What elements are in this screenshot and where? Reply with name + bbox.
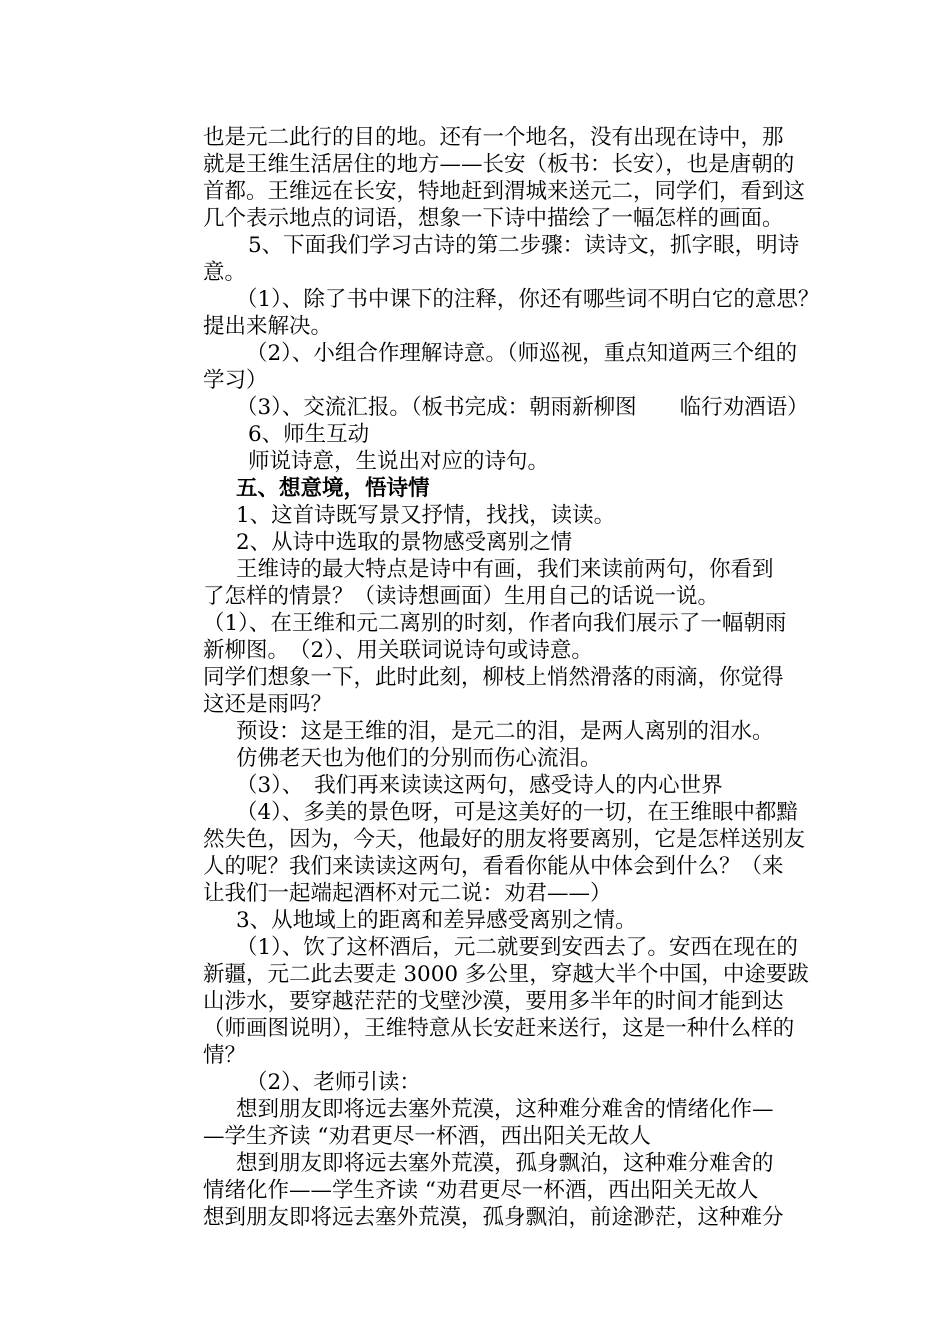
text-line: （师画图说明），王维特意从长安赶来送行，这是一种什么样的	[203, 1016, 795, 1041]
text-line: 首都。王维远在长安，特地赶到渭城来送元二，同学们，看到这	[203, 179, 806, 204]
text-line: （3）、交流汇报。（板书完成：朝雨新柳图 临行劝酒语）	[236, 395, 809, 420]
text-line: （1）、在王维和元二离别的时刻，作者向我们展示了一幅朝雨	[203, 611, 787, 636]
text-line: 5、下面我们学习古诗的第二步骤：读诗文，抓字眼，明诗	[248, 233, 800, 258]
text-line: 想到朋友即将远去塞外荒漠，孤身飘泊，前途渺茫，这种难分	[203, 1205, 784, 1230]
text-line: （1）、除了书中课下的注释，你还有哪些词不明白它的意思？	[236, 287, 820, 312]
text-line: 情？	[203, 1043, 247, 1068]
text-line: 3、从地域上的距离和差异感受离别之情。	[236, 908, 637, 933]
text-line: （2）、小组合作理解诗意。（师巡视，重点知道两三个组的	[246, 341, 798, 366]
text-line: （1）、饮了这杯酒后，元二就要到安西去了。安西在现在的	[236, 935, 798, 960]
text-line: 人的呢？我们来读读这两句，看看你能从中体会到什么？（来	[203, 854, 784, 879]
text-line: 提出来解决。	[203, 314, 333, 339]
text-line: 山涉水，要穿越茫茫的戈壁沙漠，要用多半年的时间才能到达	[203, 989, 784, 1014]
text-line: 情绪化作——学生齐读 “劝君更尽一杯酒，西出阳关无故人	[203, 1178, 759, 1203]
text-line: 2、从诗中选取的景物感受离别之情	[236, 530, 573, 555]
text-line: （2）、老师引读：	[246, 1070, 421, 1095]
text-line: 新疆，元二此去要走 3000 多公里，穿越大半个中国，中途要跋	[203, 962, 809, 987]
text-line: 师说诗意，生说出对应的诗句。	[248, 449, 550, 474]
text-line: 王维诗的最大特点是诗中有画，我们来读前两句，你看到	[236, 557, 774, 582]
text-line: （3）、 我们再来读读这两句，感受诗人的内心世界	[236, 773, 723, 798]
text-line: （4）、多美的景色呀，可是这美好的一切，在王维眼中都黯	[236, 800, 798, 825]
text-line: 想到朋友即将远去塞外荒漠，孤身飘泊，这种难分难舍的	[236, 1151, 774, 1176]
text-line: 也是元二此行的目的地。还有一个地名，没有出现在诗中，那	[203, 125, 784, 150]
text-line: 1、这首诗既写景又抒情，找找，读读。	[236, 503, 616, 528]
text-line: 就是王维生活居住的地方——长安（板书：长安），也是唐朝的	[203, 152, 795, 177]
text-line: 了怎样的情景？（读诗想画面）生用自己的话说一说。	[203, 584, 720, 609]
text-line: 仿佛老天也为他们的分别而伤心流泪。	[236, 746, 602, 771]
text-line: 同学们想象一下，此时此刻，柳枝上悄然滑落的雨滴，你觉得	[203, 665, 784, 690]
text-line: 预设：这是王维的泪，是元二的泪，是两人离别的泪水。	[236, 719, 774, 744]
text-line: 几个表示地点的词语，想象一下诗中描绘了一幅怎样的画面。	[203, 206, 784, 231]
text-line: 然失色，因为，今天，他最好的朋友将要离别，它是怎样送别友	[203, 827, 806, 852]
section-heading: 五、想意境，悟诗情	[236, 476, 430, 501]
text-line: 意。	[203, 260, 247, 285]
text-line: 学习）	[203, 368, 268, 393]
text-line: —学生齐读 “劝君更尽一杯酒，西出阳关无故人	[203, 1124, 651, 1149]
text-line: 6、师生互动	[248, 422, 370, 447]
text-line: 这还是雨吗？	[203, 692, 333, 717]
text-line: 新柳图。 （2）、用关联词说诗句或诗意。	[203, 638, 593, 663]
text-line: 让我们一起端起酒杯对元二说：劝君——）	[203, 881, 612, 906]
text-line: 想到朋友即将远去塞外荒漠，这种难分难舍的情绪化作—	[236, 1097, 774, 1122]
